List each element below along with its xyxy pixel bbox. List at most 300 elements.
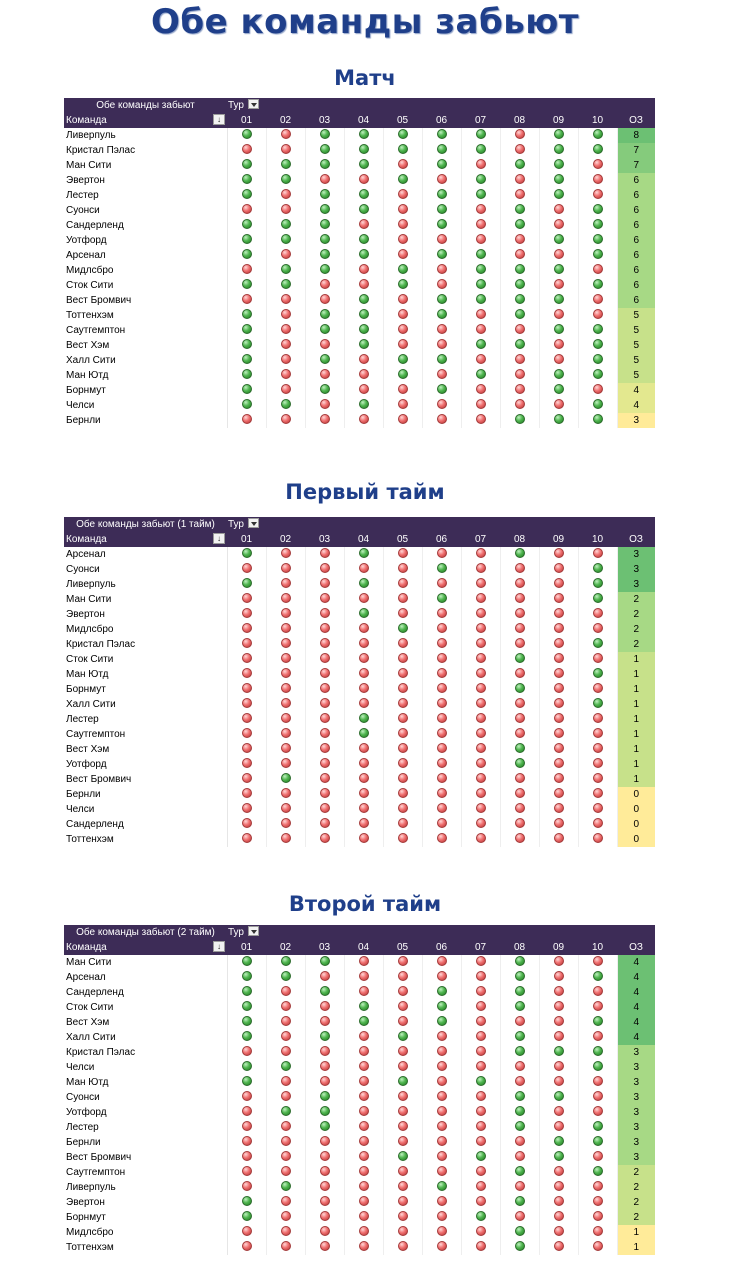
green-circle-icon [242,354,252,364]
green-circle-icon [593,1166,603,1176]
dropdown-arrow-icon[interactable] [248,926,259,936]
result-cell [305,1105,344,1120]
red-circle-icon [359,369,369,379]
result-cell [383,308,422,323]
red-circle-icon [515,1151,525,1161]
result-cell [266,697,305,712]
total-cell: 1 [617,1240,655,1255]
red-circle-icon [320,563,330,573]
result-cell [266,173,305,188]
result-cell [500,278,539,293]
green-circle-icon [398,354,408,364]
green-circle-icon [320,956,330,966]
round-column-header: 01 [227,532,266,547]
dropdown-arrow-icon[interactable] [248,99,259,109]
round-filter[interactable] [227,925,305,940]
result-cell [578,1135,617,1150]
result-cell [578,970,617,985]
green-circle-icon [359,204,369,214]
result-cell [305,607,344,622]
red-circle-icon [554,956,564,966]
result-cell [422,128,461,143]
total-cell: 2 [617,592,655,607]
red-circle-icon [281,1121,291,1131]
red-circle-icon [476,563,486,573]
red-circle-icon [515,668,525,678]
team-name: Арсенал [64,547,227,562]
result-cell [266,368,305,383]
result-cell [500,1030,539,1045]
result-cell [305,1015,344,1030]
table-row [64,985,655,1000]
total-cell: 1 [617,667,655,682]
result-cell [305,203,344,218]
result-cell [539,712,578,727]
result-cell [500,787,539,802]
red-circle-icon [476,414,486,424]
green-circle-icon [593,354,603,364]
result-cell [383,622,422,637]
result-cell [461,353,500,368]
result-cell [461,817,500,832]
red-circle-icon [242,608,252,618]
red-circle-icon [398,683,408,693]
red-circle-icon [593,986,603,996]
green-circle-icon [554,144,564,154]
result-cell [539,1060,578,1075]
green-circle-icon [242,384,252,394]
result-cell [305,1000,344,1015]
green-circle-icon [437,384,447,394]
round-column-header: 01 [227,113,266,128]
green-circle-icon [281,219,291,229]
result-cell [578,188,617,203]
green-circle-icon [554,264,564,274]
sort-desc-icon[interactable]: ↓ [213,941,225,952]
green-circle-icon [242,971,252,981]
red-circle-icon [320,548,330,558]
result-cell [227,188,266,203]
red-circle-icon [281,788,291,798]
result-cell [227,248,266,263]
red-circle-icon [515,623,525,633]
red-circle-icon [281,249,291,259]
result-cell [305,832,344,847]
red-circle-icon [476,593,486,603]
result-cell [500,985,539,1000]
round-column-header: 08 [500,113,539,128]
green-circle-icon [320,129,330,139]
red-circle-icon [242,713,252,723]
result-cell [461,368,500,383]
green-circle-icon [242,159,252,169]
result-cell [383,637,422,652]
red-circle-icon [593,294,603,304]
total-cell: 3 [617,413,655,428]
red-circle-icon [320,1166,330,1176]
red-circle-icon [593,159,603,169]
green-circle-icon [593,324,603,334]
green-circle-icon [242,399,252,409]
result-cell [461,1120,500,1135]
result-cell [344,1030,383,1045]
red-circle-icon [281,309,291,319]
team-name: Ман Сити [64,592,227,607]
result-cell [578,1060,617,1075]
green-circle-icon [242,324,252,334]
red-circle-icon [359,1106,369,1116]
red-circle-icon [320,1076,330,1086]
red-circle-icon [554,773,564,783]
result-cell [500,727,539,742]
result-cell [422,1225,461,1240]
green-circle-icon [593,249,603,259]
red-circle-icon [437,1166,447,1176]
result-cell [266,233,305,248]
round-column-header: 07 [461,940,500,955]
red-circle-icon [320,773,330,783]
green-circle-icon [242,1196,252,1206]
team-column-header [64,532,227,547]
result-cell [578,1225,617,1240]
result-cell [422,742,461,757]
pivot-table-first-half [64,517,655,847]
red-circle-icon [476,1061,486,1071]
red-circle-icon [398,1196,408,1206]
result-cell [539,338,578,353]
red-circle-icon [437,279,447,289]
green-circle-icon [242,1211,252,1221]
result-cell [500,547,539,562]
sort-desc-icon[interactable]: ↓ [213,533,225,544]
total-cell: 7 [617,143,655,158]
team-name: Сандерленд [64,817,227,832]
result-cell [461,1210,500,1225]
result-cell [227,1225,266,1240]
result-cell [422,1150,461,1165]
result-cell [305,413,344,428]
table-row [64,1195,655,1210]
red-circle-icon [515,1211,525,1221]
result-cell [227,203,266,218]
table-row [64,712,655,727]
result-cell [344,293,383,308]
table-row [64,1210,655,1225]
result-cell [227,955,266,970]
red-circle-icon [281,1211,291,1221]
green-circle-icon [476,129,486,139]
result-cell [266,413,305,428]
team-name: Вест Бромвич [64,293,227,308]
team-name: Суонси [64,1090,227,1105]
result-cell [227,607,266,622]
team-name: Эвертон [64,1195,227,1210]
red-circle-icon [320,174,330,184]
pivot-label [64,98,227,113]
result-cell [344,712,383,727]
result-cell [266,547,305,562]
team-name: Челси [64,802,227,817]
result-cell [461,338,500,353]
green-circle-icon [320,986,330,996]
result-cell [578,353,617,368]
result-cell [461,742,500,757]
total-cell: 4 [617,383,655,398]
round-filter[interactable] [227,98,305,113]
result-cell [422,1165,461,1180]
result-cell [539,368,578,383]
table-row [64,398,655,413]
green-circle-icon [476,249,486,259]
total-cell: 6 [617,263,655,278]
result-cell [578,667,617,682]
result-cell [266,128,305,143]
result-cell [227,1075,266,1090]
result-cell [422,697,461,712]
green-circle-icon [476,264,486,274]
team-name: Борнмут [64,682,227,697]
red-circle-icon [398,1181,408,1191]
table-row [64,188,655,203]
result-cell [461,1075,500,1090]
red-circle-icon [476,986,486,996]
green-circle-icon [359,1016,369,1026]
result-cell [227,1045,266,1060]
green-circle-icon [359,159,369,169]
red-circle-icon [437,803,447,813]
result-cell [266,772,305,787]
result-cell [344,383,383,398]
round-column-header: 02 [266,532,305,547]
result-cell [422,173,461,188]
green-circle-icon [515,683,525,693]
result-cell [422,1135,461,1150]
team-name: Уотфорд [64,233,227,248]
result-cell [383,1150,422,1165]
result-cell [461,1135,500,1150]
result-cell [383,1210,422,1225]
result-cell [500,1120,539,1135]
red-circle-icon [320,294,330,304]
round-column-header: 03 [305,532,344,547]
result-cell [344,1105,383,1120]
result-cell [305,248,344,263]
result-cell [344,1120,383,1135]
red-circle-icon [437,414,447,424]
result-cell [539,1090,578,1105]
red-circle-icon [359,773,369,783]
table-row [64,1045,655,1060]
red-circle-icon [476,1106,486,1116]
red-circle-icon [359,1241,369,1251]
result-cell [227,278,266,293]
red-circle-icon [398,1001,408,1011]
green-circle-icon [398,1151,408,1161]
red-circle-icon [437,653,447,663]
table-row [64,955,655,970]
total-cell: 1 [617,697,655,712]
red-circle-icon [437,1226,447,1236]
result-cell [305,323,344,338]
result-cell [461,203,500,218]
result-cell [422,338,461,353]
red-circle-icon [281,1166,291,1176]
result-cell [539,1000,578,1015]
table-row [64,742,655,757]
green-circle-icon [242,369,252,379]
green-circle-icon [242,189,252,199]
result-cell [344,158,383,173]
result-cell [422,323,461,338]
table-row [64,727,655,742]
red-circle-icon [437,743,447,753]
result-cell [578,1030,617,1045]
green-circle-icon [593,279,603,289]
dropdown-arrow-icon[interactable] [248,518,259,528]
red-circle-icon [593,1181,603,1191]
result-cell [422,607,461,622]
total-cell: 2 [617,1195,655,1210]
red-circle-icon [437,1196,447,1206]
red-circle-icon [476,159,486,169]
round-column-header: 07 [461,532,500,547]
red-circle-icon [398,758,408,768]
green-circle-icon [515,548,525,558]
red-circle-icon [593,608,603,618]
result-cell [539,562,578,577]
total-cell: 2 [617,622,655,637]
red-circle-icon [554,399,564,409]
green-circle-icon [593,1136,603,1146]
result-cell [578,338,617,353]
red-circle-icon [359,818,369,828]
red-circle-icon [476,743,486,753]
red-circle-icon [398,578,408,588]
red-circle-icon [476,956,486,966]
green-circle-icon [593,563,603,573]
red-circle-icon [554,563,564,573]
result-cell [227,1180,266,1195]
result-cell [578,293,617,308]
round-column-header: 09 [539,532,578,547]
green-circle-icon [398,264,408,274]
red-circle-icon [593,956,603,966]
result-cell [422,787,461,802]
result-cell [461,1045,500,1060]
red-circle-icon [515,129,525,139]
red-circle-icon [437,1121,447,1131]
result-cell [383,757,422,772]
result-cell [500,802,539,817]
result-cell [422,1060,461,1075]
red-circle-icon [476,234,486,244]
green-circle-icon [593,234,603,244]
round-column-header: 07 [461,113,500,128]
red-circle-icon [398,743,408,753]
result-cell [422,1195,461,1210]
team-name: Ман Сити [64,158,227,173]
result-cell [578,592,617,607]
green-circle-icon [554,294,564,304]
round-filter[interactable] [227,517,305,532]
pivot-label-text: Обе команды забьют (1 тайм) [76,519,215,530]
result-cell [578,637,617,652]
result-cell [383,158,422,173]
red-circle-icon [359,219,369,229]
table-row [64,697,655,712]
result-cell [500,1165,539,1180]
table-row [64,622,655,637]
red-circle-icon [242,638,252,648]
team-name: Ливерпуль [64,128,227,143]
sort-desc-icon[interactable]: ↓ [213,114,225,125]
green-circle-icon [242,234,252,244]
red-circle-icon [281,548,291,558]
red-circle-icon [593,728,603,738]
green-circle-icon [554,1091,564,1101]
result-cell [500,577,539,592]
result-cell [578,1195,617,1210]
result-cell [539,832,578,847]
red-circle-icon [593,713,603,723]
result-cell [500,817,539,832]
green-circle-icon [281,773,291,783]
green-circle-icon [359,728,369,738]
red-circle-icon [281,608,291,618]
red-circle-icon [554,339,564,349]
result-cell [578,577,617,592]
result-cell [344,323,383,338]
green-circle-icon [320,1106,330,1116]
result-cell [500,970,539,985]
result-cell [383,592,422,607]
round-column-header: 08 [500,532,539,547]
result-cell [227,802,266,817]
pivot-header-row [64,98,655,113]
result-cell [422,802,461,817]
result-cell [422,970,461,985]
red-circle-icon [359,971,369,981]
total-cell: 8 [617,128,655,143]
result-cell [500,637,539,652]
team-name: Ман Ютд [64,368,227,383]
result-cell [383,547,422,562]
red-circle-icon [398,728,408,738]
result-cell [383,188,422,203]
result-cell [539,955,578,970]
result-cell [383,1060,422,1075]
result-cell [422,308,461,323]
result-cell [422,1240,461,1255]
result-cell [266,727,305,742]
result-cell [266,1195,305,1210]
result-cell [305,1060,344,1075]
red-circle-icon [476,354,486,364]
result-cell [344,368,383,383]
result-cell [461,1105,500,1120]
result-cell [422,413,461,428]
red-circle-icon [554,608,564,618]
result-cell [578,1210,617,1225]
red-circle-icon [320,833,330,843]
result-cell [305,802,344,817]
result-cell [461,955,500,970]
red-circle-icon [515,608,525,618]
result-cell [383,667,422,682]
red-circle-icon [281,578,291,588]
result-cell [500,218,539,233]
result-cell [344,218,383,233]
